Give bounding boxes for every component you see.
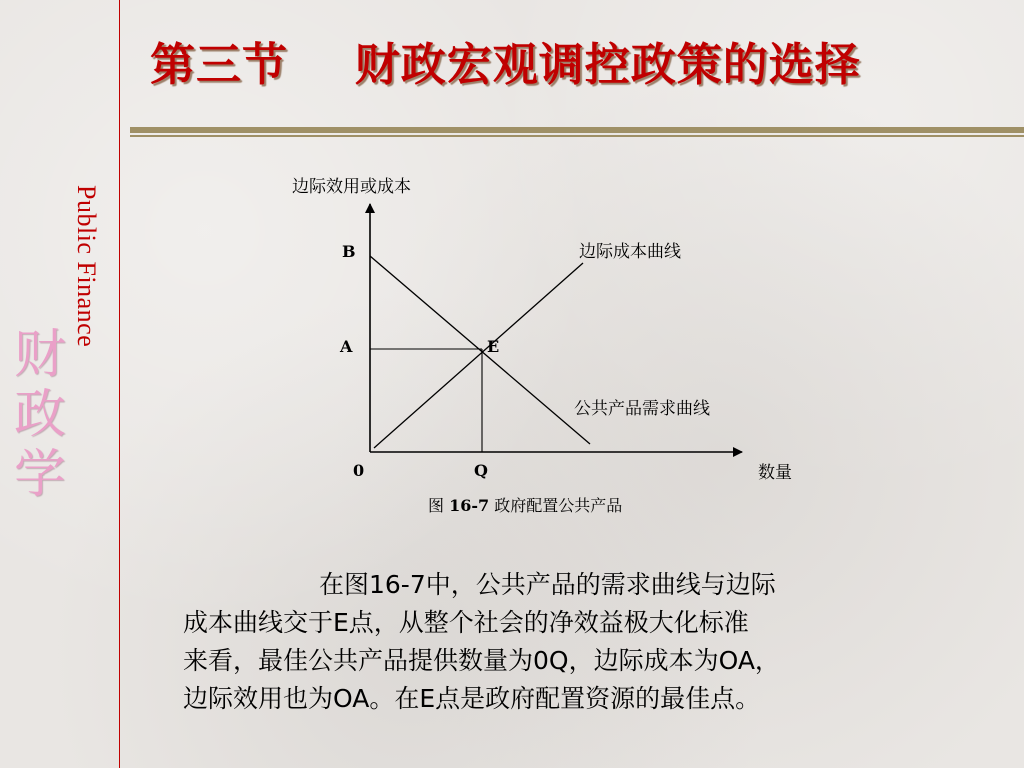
body-line: 成本曲线交于E点，从整个社会的净效益极大化标准	[183, 608, 749, 637]
figure-caption	[428, 493, 622, 516]
body-paragraph	[183, 566, 963, 718]
point-e-label: E	[487, 337, 500, 356]
origin-label: 0	[353, 461, 365, 480]
title-section: 第三节	[150, 38, 289, 91]
point-q-label: Q	[474, 461, 488, 480]
marginal-cost-curve	[374, 263, 583, 448]
body-line: 边际效用也为OA。在E点是政府配置资源的最佳点。	[183, 684, 761, 713]
sidebar-english-title: Public Finance	[72, 185, 101, 348]
demand-curve	[370, 256, 590, 444]
caption-number: 16-7	[449, 496, 490, 515]
point-a-label: A	[340, 337, 353, 356]
point-b-label: B	[342, 242, 356, 261]
y-axis-label: 边际效用或成本	[292, 177, 411, 197]
demand-curve-label: 公共产品需求曲线	[574, 399, 710, 419]
caption-text: 政府配置公共产品	[494, 496, 623, 515]
marginal-cost-curve-label: 边际成本曲线	[579, 242, 681, 262]
body-line: 来看，最佳公共产品提供数量为0Q，边际成本为OA，	[183, 646, 780, 675]
body-line: 在图16-7中，公共产品的需求曲线与边际	[319, 570, 776, 599]
x-axis-label: 数量	[758, 463, 792, 483]
sidebar-chinese-title: 财政学	[13, 325, 66, 505]
caption-prefix: 图	[428, 496, 445, 515]
title-topic: 财政宏观调控政策的选择	[354, 38, 861, 91]
